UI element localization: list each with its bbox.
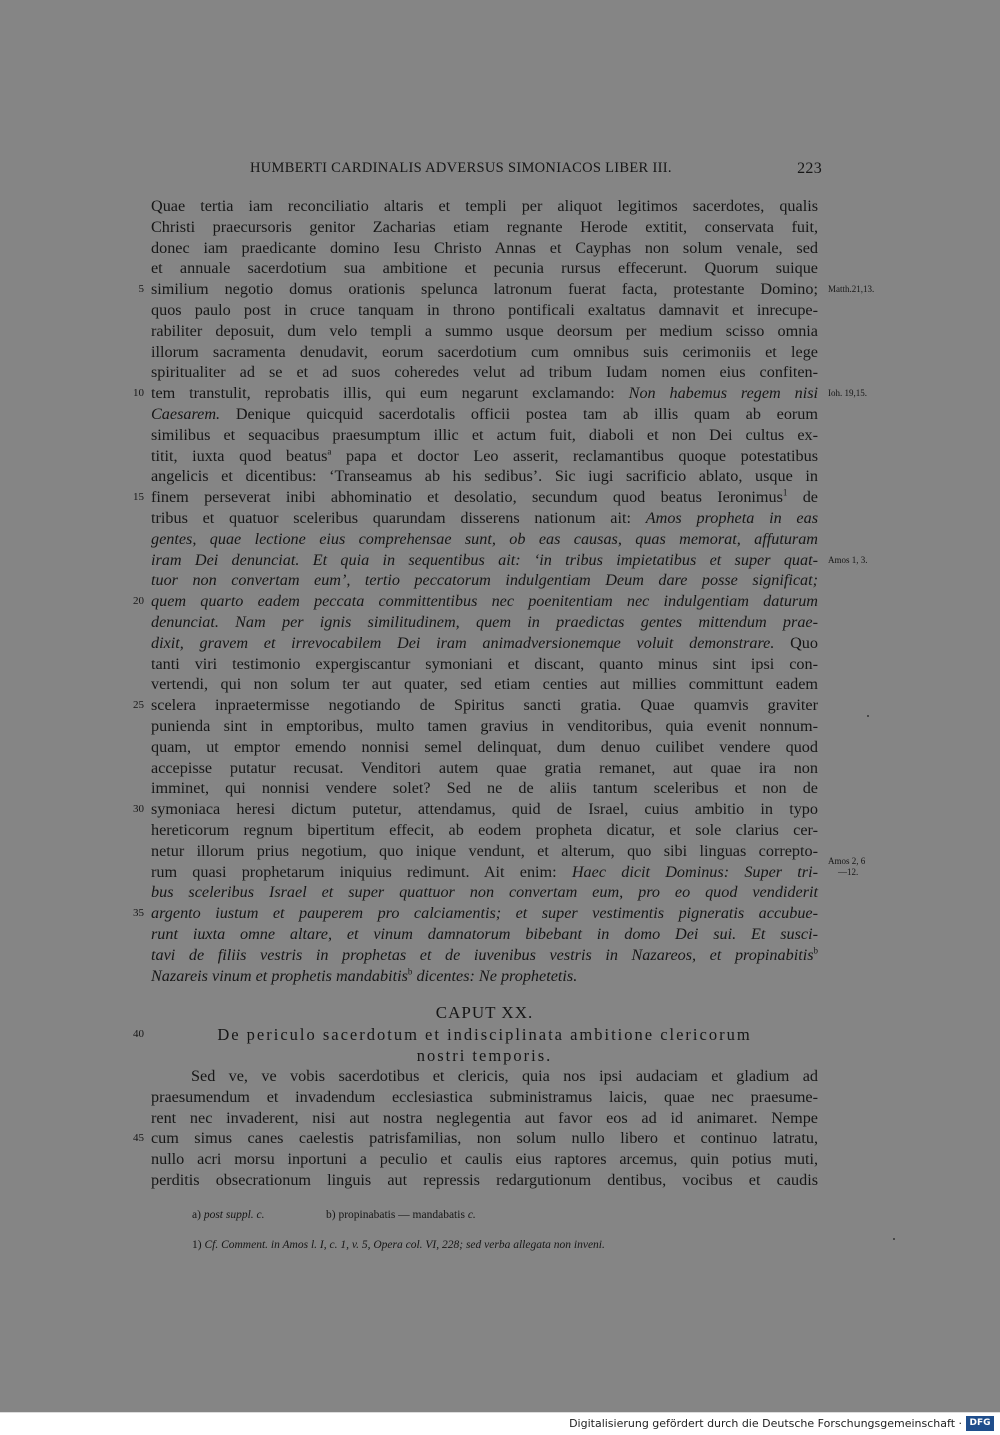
text-segment: iram Dei denunciat. Et quia in sequentibus ait: ‘in tribus impietatibus et super quat-: [151, 550, 818, 569]
text-line: [151, 654, 818, 675]
page-number: 223: [797, 160, 822, 177]
text-line: [151, 342, 818, 363]
text-line: [151, 633, 818, 654]
text-segment: donec iam praedicante domino Iesu Christo Annas et Cayphas non solum venale, sed: [151, 238, 818, 257]
chapter-title: CAPUT XX.: [435, 1003, 534, 1022]
text-segment: Denique quicquid sacerdotalis officii postea tam ab illis quam ab eorum: [220, 405, 818, 423]
text-segment: quem quarto eadem peccata committentibus nec poenitentiam nec indulgentiam daturum: [151, 592, 818, 611]
line-number: 35: [133, 907, 144, 920]
text-segment: titit, iuxta quod beatus: [151, 446, 328, 465]
text-line: [151, 882, 818, 903]
note-marker: b: [813, 945, 818, 956]
text-line: [151, 279, 818, 300]
text-line: [151, 758, 818, 779]
text-segment: Quae tertia iam reconciliatio altaris et templi per aliquot legitimos sacerdotes, qualis: [151, 197, 818, 215]
footnote-a-label: a): [192, 1209, 204, 1221]
text-segment: papa et doctor Leo asserit, reclamantibus quoque potestatibus: [331, 446, 818, 465]
text-line: [151, 362, 818, 383]
text-segment: Non habemus regem nisi: [628, 384, 818, 403]
text-line: [151, 383, 818, 404]
text-line: [151, 217, 818, 238]
text-line: [151, 1170, 818, 1191]
text-segment: Haec dicit Dominus: Super tri-: [571, 862, 818, 881]
text-line: [151, 570, 818, 591]
scan-speck: [867, 715, 869, 717]
text-segment: angelicis et dicentibus: ‘Transeamus ab his sedibus’. Sic iugi sacrificio ablato, usque in: [151, 467, 818, 486]
line-number: 40: [133, 1028, 144, 1040]
funding-banner: [0, 1412, 1000, 1435]
text-line: [151, 862, 818, 883]
line-number: 20: [133, 595, 144, 608]
text-segment: imminet, qui nonnisi vendere solet? Sed ne de aliis tantum sceleribus et non de: [151, 779, 818, 798]
text-segment: Sed ve, ve vobis sacerdotibus et clericis, quia nos ipsi audaciam et gladium ad: [191, 1067, 818, 1085]
text-segment: perditis obsecrationum linguis aut repressis redargutionum dentibus, vocibus et caudis: [151, 1171, 818, 1189]
text-segment: tanti viri testimonio expergiscantur symoniani et discant, quanto minus sint ipsi con-: [151, 654, 818, 673]
footnote-1-text: Cf. Comment. in Amos l. I, c. 1, v. 5, Opera col. VI, 228; sed verba allegata non inveni.: [204, 1239, 605, 1251]
text-segment: argento iustum et pauperem pro calciamentis; et super vestimentis pigneratis accubue-: [151, 904, 818, 923]
text-segment: denunciat. Nam per ignis similitudinem, quem in praedictas gentes mittendum prae-: [151, 613, 818, 631]
text-line: [151, 404, 818, 425]
text-segment: praesumendum et invadendum ecclesiastica subministramus laicis, quae nec praesume-: [151, 1087, 818, 1106]
text-segment: bus sceleribus Israel et super quattuor non convertam eum, pro eo quod vendiderit: [151, 883, 818, 902]
text-segment: rent nec invaderent, nisi aut nostra neglegentia aut favor eos ad id animaret. Nempe: [151, 1108, 818, 1127]
footnote-1: [192, 1237, 605, 1253]
text-segment: scelera inpraetermisse negotiando de Spiritus sancti gratia. Quae quamvis graviter: [151, 696, 818, 715]
text-segment: tavi de filiis vestris in prophetas et de iuvenibus vestris in Nazareos, et propinabitis: [151, 945, 814, 964]
text-line: [151, 966, 818, 987]
text-line: [151, 466, 818, 487]
text-segment: rum quasi prophetarum iniquius redimunt. Ait enim:: [151, 862, 572, 881]
text-segment: Christi praecursoris genitor Zacharias etiam regnante Herode extitit, conservata fuit,: [151, 217, 818, 236]
text-line: [151, 487, 818, 508]
text-segment: de: [787, 488, 818, 507]
text-segment: punienda sint in emptoribus, multo tamen gravius in venditoribus, quia evenit nonnum-: [151, 717, 818, 735]
text-segment: Amos propheta in eas: [645, 509, 818, 527]
text-line: [151, 446, 818, 467]
text-line: [151, 591, 818, 612]
text-segment: netur illorum prius negotium, quo inique vendunt, et alterum, quo sibi linguas correpto-: [151, 841, 818, 860]
text-line: [151, 238, 818, 259]
line-number: 15: [133, 491, 144, 504]
text-line: [151, 674, 818, 695]
text-segment: vertendi, qui non solum ter aut quater, sed etiam centies aut millies committunt eadem: [151, 675, 818, 694]
text-line: [151, 737, 818, 758]
text-line: [151, 612, 818, 633]
text-segment: quam, ut emptor emendo nonnisi semel delinquat, dum denuo cuilibet vendere quod: [151, 737, 818, 756]
text-segment: accepisse putatur recusat. Venditori autem quae gratia remanet, aut quae ira non: [151, 758, 818, 777]
note-marker: 1: [782, 487, 788, 498]
line-number: 30: [133, 803, 144, 816]
text-segment: quos paulo post in cruce tanquam in throno pontificali exaltatus damnavit et inrecupe-: [151, 301, 818, 319]
text-segment: et annuale sacerdotium sua ambitione et pecunia rursus effecerunt. Quorum suique: [151, 259, 818, 278]
text-segment: spiritualiter ad se et ad suos coheredes velut ad tribum Iudam nomen eius confiten-: [151, 363, 818, 382]
margin-reference: Amos 1, 3.: [828, 554, 868, 565]
line-number: 10: [133, 387, 144, 400]
text-line: [151, 529, 818, 550]
text-segment: rabiliter deposuit, dum velo templi a summo usque deorsum per medium scisso omnia: [151, 321, 818, 340]
text-segment: Nazareis vinum et prophetis mandabitis: [151, 966, 408, 985]
chapter-heading-line-2: nostri temporis.: [416, 1046, 553, 1065]
text-segment: Quo: [774, 633, 818, 652]
text-line: [151, 841, 818, 862]
footnote-1-label: 1): [192, 1239, 205, 1251]
text-segment: hereticorum regnum bipertitum effecit, ab eodem propheta dicatur, et sole clarius cer-: [151, 821, 818, 839]
text-line: [151, 778, 818, 799]
text-line: [151, 716, 818, 737]
text-segment: Caesarem.: [151, 405, 221, 423]
footnote-a: [192, 1207, 265, 1223]
line-number: 5: [138, 283, 144, 296]
text-line: [151, 258, 818, 279]
line-number: 25: [133, 699, 144, 712]
text-line: [151, 196, 818, 217]
text-segment: gentes, quae lectione eius comprehensae sunt, ob eas causas, quas memorat, affuturam: [151, 529, 818, 548]
margin-reference: Matth.21,13.: [828, 284, 875, 295]
text-line: [151, 300, 818, 321]
text-segment: tuor non convertam eum’, tertio peccatorum indulgentiam Deum dare posse significat;: [151, 571, 818, 590]
note-marker: b: [407, 966, 413, 977]
text-line: [151, 1149, 818, 1170]
text-segment: similium negotio domus orationis spelunca latronum fuerat facta, protestante Domino;: [151, 280, 818, 299]
text-segment: tribus et quatuor sceleribus quarundam disserens nationum ait:: [151, 509, 646, 527]
footnote-b-label: b) propinabatis — mandabatis: [326, 1209, 468, 1221]
text-segment: symoniaca heresi dictum putetur, attendamus, quid de Israel, cuius ambitio in typo: [151, 800, 818, 819]
text-segment: dixit, gravem et irrevocabilem Dei iram animadversionemque voluit demonstrare.: [151, 633, 775, 652]
dfg-logo: DFG: [966, 1416, 994, 1431]
text-line: [151, 945, 818, 966]
text-line: [151, 508, 818, 529]
text-line: [151, 903, 818, 924]
text-segment: nullo acri morsu inportuni a peculio et caulis eius raptores arcemus, quin potius muti,: [151, 1150, 818, 1169]
text-line: [151, 1066, 818, 1087]
text-segment: runt iuxta omne altare, et vinum damnatorum bibebant in domo Dei sui. Et susci-: [151, 925, 818, 943]
text-segment: similibus et sequacibus praesumptum illic et actum fuit, diaboli et non Dei cultus ex-: [151, 425, 818, 444]
text-segment: illorum sacramenta denudavit, eorum sacerdotium cum omnibus suis cerimoniis et lege: [151, 342, 818, 361]
text-line: [151, 321, 818, 342]
text-line: [151, 695, 818, 716]
text-segment: tem transtulit, reprobatis illis, qui eum negarunt exclamando:: [151, 384, 629, 403]
running-header: [250, 160, 825, 177]
chapter-heading-line-1: De periculo sacerdotum et indisciplinata ambitione clericorum: [217, 1025, 752, 1044]
margin-reference: Ioh. 19,15.: [828, 388, 867, 399]
text-line: [151, 1108, 818, 1129]
line-number: 45: [133, 1132, 144, 1145]
note-marker: a: [327, 446, 332, 457]
footnote-a-text: post suppl. c.: [203, 1209, 265, 1221]
text-line: [151, 799, 818, 820]
text-line: [151, 1128, 818, 1149]
footnote-b: [326, 1207, 476, 1223]
footnote-b-text: c.: [467, 1209, 476, 1221]
funding-text: Digitalisierung gefördert durch die Deutsche Forschungsgemeinschaft ·: [569, 1417, 962, 1430]
text-line: [151, 924, 818, 945]
text-line: [151, 425, 818, 446]
margin-reference: Amos 2, 6 —12.: [828, 855, 866, 877]
text-segment: cum simus canes caelestis patrisfamilias, non solum nullo libero et continuo latratu,: [151, 1129, 818, 1148]
scan-speck: [893, 1238, 895, 1240]
text-line: [151, 1087, 818, 1108]
text-segment: finem perseverat inibi abhominatio et desolatio, secundum quod beatus Ieronimus: [151, 488, 783, 507]
text-segment: dicentes: Ne prophetetis.: [412, 966, 578, 985]
text-line: [151, 820, 818, 841]
text-line: [151, 550, 818, 571]
running-title: HUMBERTI CARDINALIS ADVERSUS SIMONIACOS LIBER III.: [250, 160, 672, 176]
